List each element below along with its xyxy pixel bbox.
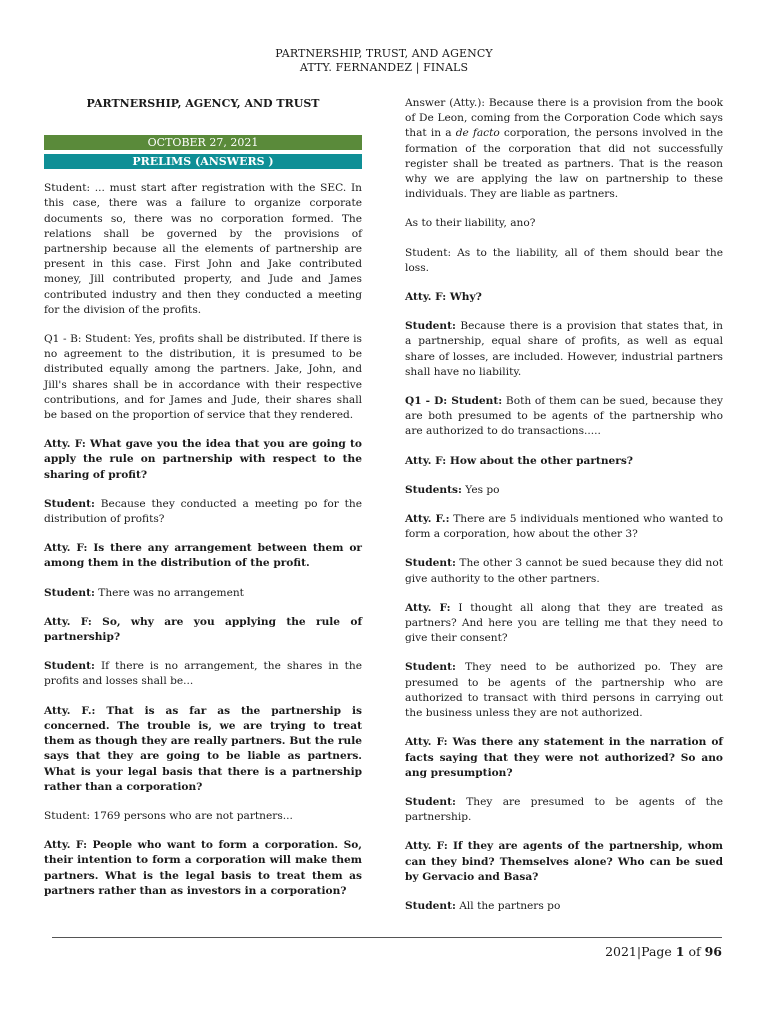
speaker-label: Atty. F: [405, 601, 451, 614]
answer-paragraph [44, 497, 362, 527]
header-subtitle: ATTY. FERNANDEZ | FINALS [299, 61, 469, 74]
italic-term: de facto [455, 127, 500, 140]
speaker-label: Student: [44, 497, 95, 510]
answer-paragraph [44, 586, 362, 601]
answer-paragraph [405, 483, 723, 498]
page-total: 96 [704, 944, 722, 959]
answer-text: Yes po [461, 483, 500, 496]
date-bar: OCTOBER 27, 2021 [44, 135, 362, 150]
answer-paragraph [405, 601, 723, 647]
question-paragraph: Atty. F: So, why are you applying the rule of partnership? [44, 615, 362, 644]
speaker-label: Q1 - D: Student: [405, 395, 503, 408]
answer-text: They are presumed to be agents of the partnership. [405, 795, 723, 824]
answer-paragraph [405, 512, 723, 542]
answer-text: They need to be authorized po. They are presumed to be agents of the partnership who are authorized to transact with third persons in carrying out the business unless they are not authorized. [405, 661, 723, 720]
question-paragraph: Atty. F: People who want to form a corporation. So, their intention to form a corporation will make them partners. What is the legal basis to treat them as partners rather than as investors in a corporation? [44, 839, 362, 897]
answer-text: Because they conducted a meeting po for the distribution of profits? [44, 497, 362, 526]
right-column [405, 96, 723, 928]
answer-paragraph [405, 96, 723, 202]
answer-paragraph [405, 556, 723, 586]
question-paragraph: Atty. F.: That is as far as the partnership is concerned. The trouble is, we are trying to treat them as though they are really partners. But the rule says that they are going to be liable as partners. What is your legal basis that there is a partnership rather than a corporation? [44, 704, 362, 793]
answer-text: Because there is a provision that states that, in a partnership, equal share of profits, as well as equal share of losses, are included. However, industrial partners shall have no liability. [405, 320, 723, 378]
footer-year: 2021 [605, 944, 637, 959]
speaker-label: Student: [405, 320, 456, 333]
answer-paragraph [405, 899, 723, 914]
question-paragraph: Atty. F: What gave you the idea that you are going to apply the rule on partnership with respect to the sharing of profit? [44, 438, 362, 481]
question-paragraph: Atty. F: Why? [405, 291, 482, 304]
answer-text: Both of them can be sued, because they are both presumed to be agents of the partnership who are authorized to do transactions..... [405, 395, 724, 438]
question-paragraph: Atty. F: Was there any statement in the narration of facts saying that they were not authorized? So ano ang presumption? [405, 736, 723, 779]
answer-paragraph [44, 659, 362, 689]
page-header [0, 47, 768, 75]
answer-text: Answer (Atty.): Because there is a provision from the book of De Leon, coming from the Corporation Code which says that in a [405, 97, 723, 140]
paragraph: Student: As to the liability, all of them should bear the loss. [405, 246, 723, 274]
question-paragraph: Atty. F: How about the other partners? [405, 454, 634, 467]
answer-text: The other 3 cannot be sued because they did not give authority to the other partners. [405, 557, 723, 585]
answer-text: All the partners po [455, 899, 561, 912]
footer-page-word: |Page [636, 944, 676, 959]
footer-divider [52, 937, 722, 938]
page-number: 1 [675, 944, 685, 959]
paragraph: Q1 - B: Student: Yes, profits shall be distributed. If there is no agreement to the distribution, it is presumed to be distributed equally among the partners. Jake, John, and Jill's shares shall be in accordance with their respective contributions, and for James and Jude, their shares shall be based on the proportion of service that they rendered. [44, 333, 362, 422]
document-title: PARTNERSHIP, AGENCY, AND TRUST [86, 97, 320, 110]
speaker-label: Student: [405, 795, 456, 808]
answer-text: I thought all along that they are treated as partners? And here you are telling me that they need to give their consent? [405, 601, 723, 645]
answer-paragraph [405, 660, 723, 721]
answer-paragraph [405, 319, 723, 380]
speaker-label: Atty. F.: [405, 513, 450, 526]
paragraph: Student: 1769 persons who are not partners... [44, 809, 293, 822]
answer-paragraph [405, 394, 723, 440]
speaker-label: Students: [405, 483, 462, 496]
speaker-label: Student: [405, 661, 456, 674]
header-title: PARTNERSHIP, TRUST, AND AGENCY [275, 47, 493, 60]
question-paragraph: Atty. F: Is there any arrangement between them or among them in the distribution of the profit. [44, 542, 362, 570]
left-column [44, 96, 362, 913]
speaker-label: Student: [405, 557, 456, 570]
answer-text: If there is no arrangement, the shares in the profits and losses shall be... [44, 660, 362, 688]
answer-text: There was no arrangement [94, 586, 244, 599]
answer-text: corporation, the persons involved in the formation of the corporation that did not successfully register shall be treated as partners. That is the reason why we are applying the law on partnership to these individuals. They are liable as partners. [405, 127, 723, 201]
page-footer [605, 944, 722, 959]
paragraph: Student: ... must start after registration with the SEC. In this case, there was a failure to organize corporate documents so, there was no corporation formed. The relations shall be governed by the provisions of partnership because all the elements of partnership are present in this case. First John and Jake contributed money, Jill contributed property, and Jude and James contributed industry and then they conducted a meeting for the division of the profits. [44, 182, 362, 316]
speaker-label: Student: [44, 586, 95, 599]
speaker-label: Student: [405, 899, 456, 912]
section-bar: PRELIMS (ANSWERS ) [44, 154, 362, 169]
answer-paragraph [405, 795, 723, 825]
question-paragraph: Atty. F: If they are agents of the partnership, whom can they bind? Themselves alone? Who can be sued by Gervacio and Basa? [405, 840, 723, 883]
footer-of-word: of [684, 944, 705, 959]
answer-text: There are 5 individuals mentioned who wanted to form a corporation, how about the other 3? [405, 513, 723, 541]
paragraph: As to their liability, ano? [405, 217, 536, 230]
speaker-label: Student: [44, 660, 95, 673]
